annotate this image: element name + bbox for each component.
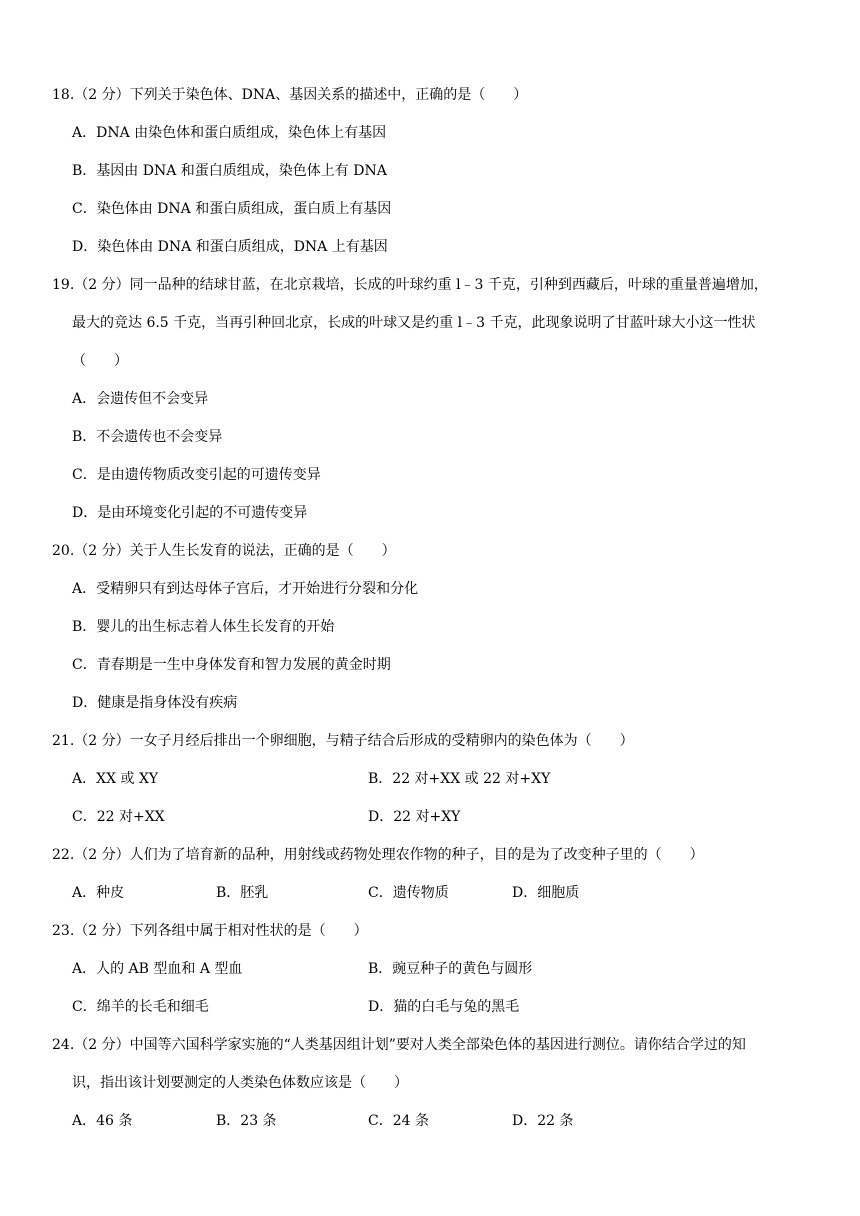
option-a: A．会遗传但不会变异 xyxy=(72,391,209,407)
option-a: A．受精卵只有到达母体子宫后，才开始进行分裂和分化 xyxy=(72,581,419,597)
option-row xyxy=(52,874,822,912)
option-c: C．青春期是一生中身体发育和智力发展的黄金时期 xyxy=(72,657,391,673)
question-stem-line-3: （ ） xyxy=(72,353,128,369)
question-19 xyxy=(52,266,822,532)
option-b: B．不会遗传也不会变异 xyxy=(72,429,223,445)
question-23 xyxy=(52,912,822,1026)
option-d: D．22 条 xyxy=(512,1113,574,1129)
option-c: C．24 条 xyxy=(368,1113,429,1129)
option-a: A．XX 或 XY xyxy=(72,771,159,787)
question-stem: 20.（2 分）关于人生长发育的说法，正确的是（ ） xyxy=(52,543,396,559)
question-stem-line-1: 24.（2 分）中国等六国科学家实施的“人类基因组计划”要对人类全部染色体的基因进行测位。请你结合学过的知 xyxy=(52,1037,746,1053)
question-stem-line-2: 最大的竞达 6.5 千克，当再引种回北京，长成的叶球又是约重 l﹣3 千克，此现象说明了甘蓝叶球大小这一性状 xyxy=(72,315,756,331)
question-21 xyxy=(52,722,822,836)
option-c: C．绵羊的长毛和细毛 xyxy=(72,999,209,1015)
option-row xyxy=(52,950,822,988)
option-d: D．染色体由 DNA 和蛋白质组成，DNA 上有基因 xyxy=(72,239,388,255)
option-row xyxy=(52,988,822,1026)
option-d: D．猫的白毛与兔的黑毛 xyxy=(368,999,520,1015)
option-c: C．遗传物质 xyxy=(368,885,449,901)
question-stem: 21.（2 分）一女子月经后排出一个卵细胞，与精子结合后形成的受精卵内的染色体为（ ） xyxy=(52,733,634,749)
option-a: A．人的 AB 型血和 A 型血 xyxy=(72,961,243,977)
option-d: D．是由环境变化引起的不可遗传变异 xyxy=(72,505,308,521)
option-b: B．胚乳 xyxy=(216,885,269,901)
option-b: B．豌豆种子的黄色与圆形 xyxy=(368,961,533,977)
question-20 xyxy=(52,532,822,722)
option-b: B．22 对+XX 或 22 对+XY xyxy=(368,771,551,787)
question-stem: 22.（2 分）人们为了培育新的品种，用射线或药物处理农作物的种子，目的是为了改变种子里的（ ） xyxy=(52,847,704,863)
option-b: B．23 条 xyxy=(216,1113,277,1129)
question-stem: 23.（2 分）下列各组中属于相对性状的是（ ） xyxy=(52,923,368,939)
option-b: B．基因由 DNA 和蛋白质组成，染色体上有 DNA xyxy=(72,163,387,179)
option-row xyxy=(52,1102,822,1140)
option-d: D．细胞质 xyxy=(512,885,580,901)
question-18 xyxy=(52,76,822,266)
option-a: A．种皮 xyxy=(72,885,125,901)
question-22 xyxy=(52,836,822,912)
option-a: A．46 条 xyxy=(72,1113,133,1129)
question-stem-line-2: 识，指出该计划要测定的人类染色体数应该是（ ） xyxy=(72,1075,408,1091)
option-c: C．22 对+XX xyxy=(72,809,165,825)
option-d: D．健康是指身体没有疾病 xyxy=(72,695,238,711)
question-stem-line-1: 19.（2 分）同一品种的结球甘蓝，在北京栽培，长成的叶球约重 l﹣3 千克，引种到西藏后，叶球的重量普遍增加， xyxy=(52,277,768,293)
option-row xyxy=(52,760,822,798)
option-c: C．是由遗传物质改变引起的可遗传变异 xyxy=(72,467,321,483)
option-d: D．22 对+XY xyxy=(368,809,461,825)
question-stem: 18.（2 分）下列关于染色体、DNA、基因关系的描述中，正确的是（ ） xyxy=(52,87,528,103)
option-b: B．婴儿的出生标志着人体生长发育的开始 xyxy=(72,619,335,635)
option-c: C．染色体由 DNA 和蛋白质组成，蛋白质上有基因 xyxy=(72,201,392,217)
option-a: A．DNA 由染色体和蛋白质组成，染色体上有基因 xyxy=(72,125,387,141)
question-24 xyxy=(52,1026,822,1140)
option-row xyxy=(52,798,822,836)
